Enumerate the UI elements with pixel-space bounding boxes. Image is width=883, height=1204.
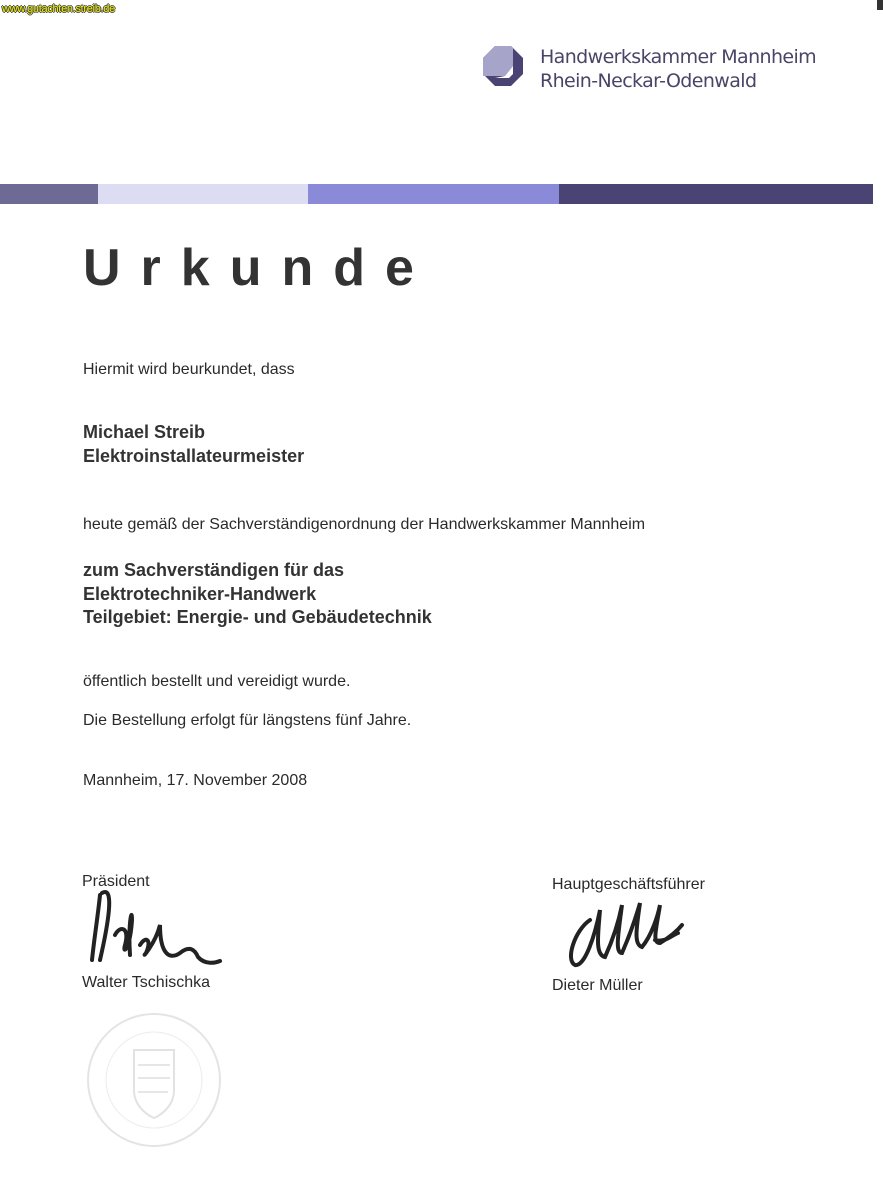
org-line-2: Rhein-Neckar-Odenwald: [540, 70, 757, 92]
appointment-line: zum Sachverständigen für das: [83, 560, 345, 580]
signature-role-right: Hauptgeschäftsführer: [552, 876, 705, 893]
signature-president: [80, 865, 230, 975]
duration-text: Die Bestellung erfolgt für längstens fünf Jahre.: [83, 712, 412, 729]
appointment-line: Elektrotechniker-Handwerk: [83, 584, 317, 604]
signatory-name-right: Dieter Müller: [552, 977, 643, 994]
bar-segment: [559, 184, 873, 204]
bar-segment: [0, 184, 98, 204]
place-date: Mannheim, 17. November 2008: [83, 772, 308, 789]
sworn-text: öffentlich bestellt und vereidigt wurde.: [83, 673, 351, 690]
signature-managing-director: [560, 895, 690, 975]
bar-segment: [98, 184, 308, 204]
bar-segment: [308, 184, 559, 204]
intro-text: Hiermit wird beurkundet, dass: [83, 361, 295, 378]
signature-role-left: Präsident: [82, 873, 150, 890]
appointment-line: Teilgebiet: Energie- und Gebäudetechnik: [83, 607, 432, 627]
recipient-name: Michael Streib: [83, 422, 206, 442]
statement-text: heute gemäß der Sachverständigenordnung der Handwerkskammer Mannheim: [83, 516, 646, 533]
official-seal: [82, 1010, 227, 1150]
recipient-profession: Elektroinstallateurmeister: [83, 446, 305, 466]
website-watermark: www.gutachten.streib.de: [2, 3, 115, 15]
header-color-bar: [0, 184, 873, 204]
signatory-name-left: Walter Tschischka: [82, 974, 211, 991]
organization-name: [540, 45, 816, 93]
chamber-logo-icon: [483, 46, 523, 86]
scan-corner: [877, 0, 883, 10]
document-title: Urkunde: [83, 239, 434, 297]
org-line-1: Handwerkskammer Mannheim: [540, 46, 817, 68]
